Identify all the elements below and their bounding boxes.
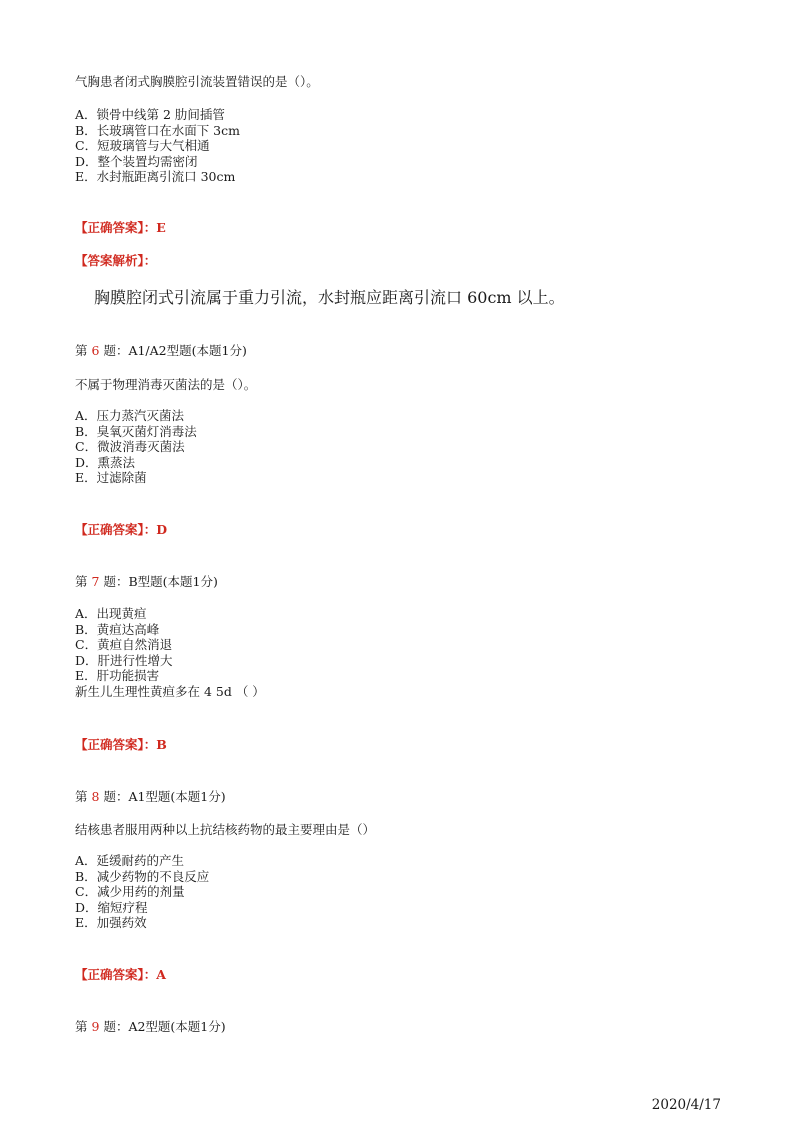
q8-option-b[interactable]: [75, 869, 209, 885]
option-text: 减少用药的剂量: [97, 884, 185, 899]
q5-option-c[interactable]: [75, 138, 240, 154]
option-letter: E．: [75, 915, 97, 930]
q5-options: [75, 107, 240, 185]
option-text: 减少药物的不良反应: [96, 868, 210, 884]
option-text: 肝进行性增大: [97, 652, 173, 668]
q8-option-d[interactable]: [75, 900, 209, 916]
q7-option-a[interactable]: [75, 606, 265, 622]
option-text: 锁骨中线第 2 肋间插管: [96, 107, 225, 122]
answer-value: E: [156, 220, 166, 235]
answer-value: A: [156, 967, 166, 982]
q-prefix: 第: [75, 343, 88, 358]
q-number: 6: [91, 343, 100, 358]
answer-label: 【正确答案】：: [75, 737, 157, 752]
q6-option-b[interactable]: [75, 424, 197, 440]
q5-text: 气胸患者闭式胸膜腔引流装置错误的是（）。: [75, 74, 319, 89]
option-letter: D．: [75, 153, 98, 169]
q8-text: 结核患者服用两种以上抗结核药物的最主要理由是（）: [75, 822, 376, 837]
q7-header: [75, 572, 218, 590]
option-letter: E．: [75, 169, 97, 184]
option-letter: D．: [75, 652, 98, 668]
option-text: 黄疸达高峰: [96, 621, 160, 637]
option-text: 过滤除菌: [96, 470, 147, 485]
option-text: 整个装置均需密闭: [97, 153, 198, 169]
q8-option-e[interactable]: [75, 915, 209, 931]
q5-analysis-text: 胸膜腔闭式引流属于重力引流，水封瓶应距离引流口 60cm 以上。: [94, 288, 565, 307]
q8-option-c[interactable]: [75, 884, 209, 900]
option-letter: A．: [75, 107, 97, 122]
option-text: 短玻璃管与大气相通: [97, 138, 210, 153]
option-letter: B．: [75, 868, 97, 884]
q-suffix: 题：A1型题(本题1分): [103, 789, 226, 804]
option-letter: C．: [75, 884, 98, 899]
q7-option-b[interactable]: [75, 622, 265, 638]
q8-option-a[interactable]: [75, 853, 209, 869]
q-suffix: 题：A2型题(本题1分): [103, 1019, 226, 1034]
q7-stem: 新生儿生理性黄疸多在 4 5d （ ）: [75, 683, 265, 699]
q5-answer: [75, 218, 166, 236]
q-suffix: 题：A1/A2型题(本题1分): [103, 343, 247, 358]
q5-analysis-label: 【答案解析】：: [75, 253, 157, 268]
option-text: 压力蒸汽灭菌法: [96, 408, 185, 423]
option-text: 熏蒸法: [97, 454, 136, 470]
option-text: 臭氧灭菌灯消毒法: [96, 423, 197, 439]
option-text: 延缓耐药的产生: [96, 853, 185, 868]
q6-option-d[interactable]: [75, 455, 197, 471]
answer-label: 【正确答案】：: [75, 522, 157, 537]
q5-option-a[interactable]: [75, 107, 240, 123]
q6-header: [75, 341, 247, 359]
q5-option-e[interactable]: [75, 169, 240, 185]
q-prefix: 第: [75, 1019, 88, 1034]
q7-option-c[interactable]: [75, 637, 265, 653]
option-letter: B．: [75, 621, 97, 637]
option-text: 缩短疗程: [97, 899, 148, 915]
q8-header: [75, 787, 226, 805]
option-text: 黄疸自然消退: [97, 637, 173, 652]
option-letter: B．: [75, 423, 97, 439]
q-number: 9: [91, 1019, 100, 1034]
footer-date: 2020/4/17: [651, 1097, 721, 1113]
q6-option-a[interactable]: [75, 408, 197, 424]
option-letter: A．: [75, 853, 97, 868]
q-number: 8: [91, 789, 100, 804]
q7-options: [75, 606, 265, 699]
option-letter: B．: [75, 122, 97, 138]
q6-text: 不属于物理消毒灭菌法的是（）。: [75, 377, 257, 392]
q5-option-d[interactable]: [75, 154, 240, 170]
q-number: 7: [91, 574, 100, 589]
option-letter: D．: [75, 899, 98, 915]
option-letter: C．: [75, 637, 98, 652]
q6-options: [75, 408, 197, 486]
q5-option-b[interactable]: [75, 123, 240, 139]
q-suffix: 题：B型题(本题1分): [103, 574, 218, 589]
q7-option-d[interactable]: [75, 653, 265, 669]
q-prefix: 第: [75, 574, 88, 589]
answer-value: D: [156, 522, 168, 537]
q6-answer: [75, 520, 167, 538]
option-text: 出现黄疸: [96, 606, 147, 621]
q-prefix: 第: [75, 789, 88, 804]
option-text: 水封瓶距离引流口 30cm: [96, 169, 236, 184]
option-text: 加强药效: [96, 915, 147, 930]
q7-answer: [75, 735, 167, 753]
option-text: 长玻璃管口在水面下 3cm: [96, 122, 240, 138]
option-letter: C．: [75, 138, 98, 153]
option-letter: E．: [75, 470, 97, 485]
q6-option-e[interactable]: [75, 470, 197, 486]
answer-value: B: [156, 737, 167, 752]
q8-options: [75, 853, 209, 931]
answer-label: 【正确答案】：: [75, 220, 157, 235]
option-letter: A．: [75, 408, 97, 423]
q9-header: [75, 1017, 226, 1035]
answer-label: 【正确答案】：: [75, 967, 157, 982]
option-text: 肝功能损害: [96, 668, 160, 683]
option-letter: D．: [75, 454, 98, 470]
option-text: 微波消毒灭菌法: [97, 439, 185, 454]
option-letter: A．: [75, 606, 97, 621]
option-letter: E．: [75, 668, 97, 683]
option-letter: C．: [75, 439, 98, 454]
q6-option-c[interactable]: [75, 439, 197, 455]
q7-option-e[interactable]: [75, 668, 265, 684]
q8-answer: [75, 965, 166, 983]
